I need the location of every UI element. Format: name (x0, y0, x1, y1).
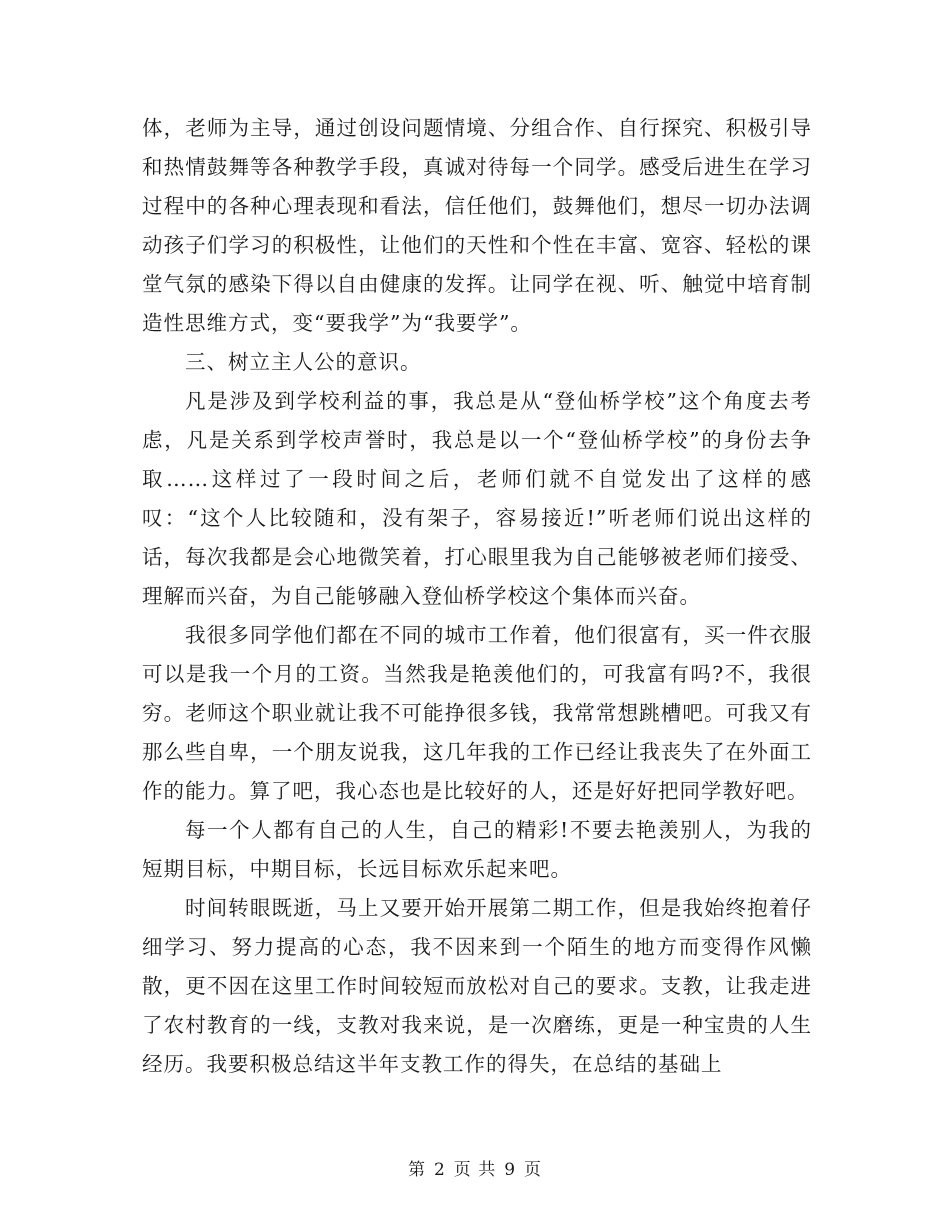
section-heading: 三、树立主人公的意识。 (185, 350, 422, 374)
page-footer (0, 1155, 950, 1180)
paragraph: 时间转眼既逝，马上又要开始开展第二期工作，但是我始终抱着仔细学习、努力提高的心态，我不因来到一个陌生的地方而变得作风懒散，更不因在这里工作时间较短而放松对自己的要求。支教，让我走进了农村教育的一线，支教对我来说，是一次磨练，更是一种宝贵的人生经历。我要积极总结这半年支教工作的得失，在总结的基础上 (142, 896, 812, 1076)
total-pages-number: 9 (504, 1160, 517, 1180)
footer-suffix: 页 (524, 1160, 543, 1180)
paragraph: 我很多同学他们都在不同的城市工作着，他们很富有，买一件衣服可以是我一个月的工资。当然我是艳羡他们的，可我富有吗?不，我很穷。老师这个职业就让我不可能挣很多钱，我常常想跳槽吧。可我又有那么些自卑，一个朋友说我，这几年我的工作已经让我丧失了在外面工作的能力。算了吧，我心态也是比较好的人，还是好好把同学教好吧。 (142, 623, 812, 803)
paragraph: 凡是涉及到学校利益的事，我总是从“登仙桥学校”这个角度去考虑，凡是关系到学校声誉时，我总是以一个“登仙桥学校”的身份去争取……这样过了一段时间之后，老师们就不自觉发出了这样的感叹：“这个人比较随和，没有架子，容易接近!”听老师们说出这样的话，每次我都是会心地微笑着，打心眼里我为自己能够被老师们接受、理解而兴奋，为自己能够融入登仙桥学校这个集体而兴奋。 (142, 389, 812, 608)
paragraph-continuation: 体，老师为主导，通过创设问题情境、分组合作、自行探究、积极引导和热情鼓舞等各种教学手段，真诚对待每一个同学。感受后进生在学习过程中的各种心理表现和看法，信任他们，鼓舞他们，想尽一切办法调动孩子们学习的积极性，让他们的天性和个性在丰富、宽容、轻松的课堂气氛的感染下得以自由健康的发挥。让同学在视、听、触觉中培育制造性思维方式，变“要我学”为“我要学”。 (142, 116, 812, 335)
paragraph: 每一个人都有自己的人生，自己的精彩!不要去艳羡别人，为我的短期目标，中期目标，长远目标欢乐起来吧。 (142, 818, 812, 881)
footer-middle: 页 共 (453, 1160, 497, 1180)
document-body (142, 109, 812, 1084)
footer-prefix: 第 (407, 1160, 426, 1180)
current-page-number: 2 (433, 1160, 446, 1180)
